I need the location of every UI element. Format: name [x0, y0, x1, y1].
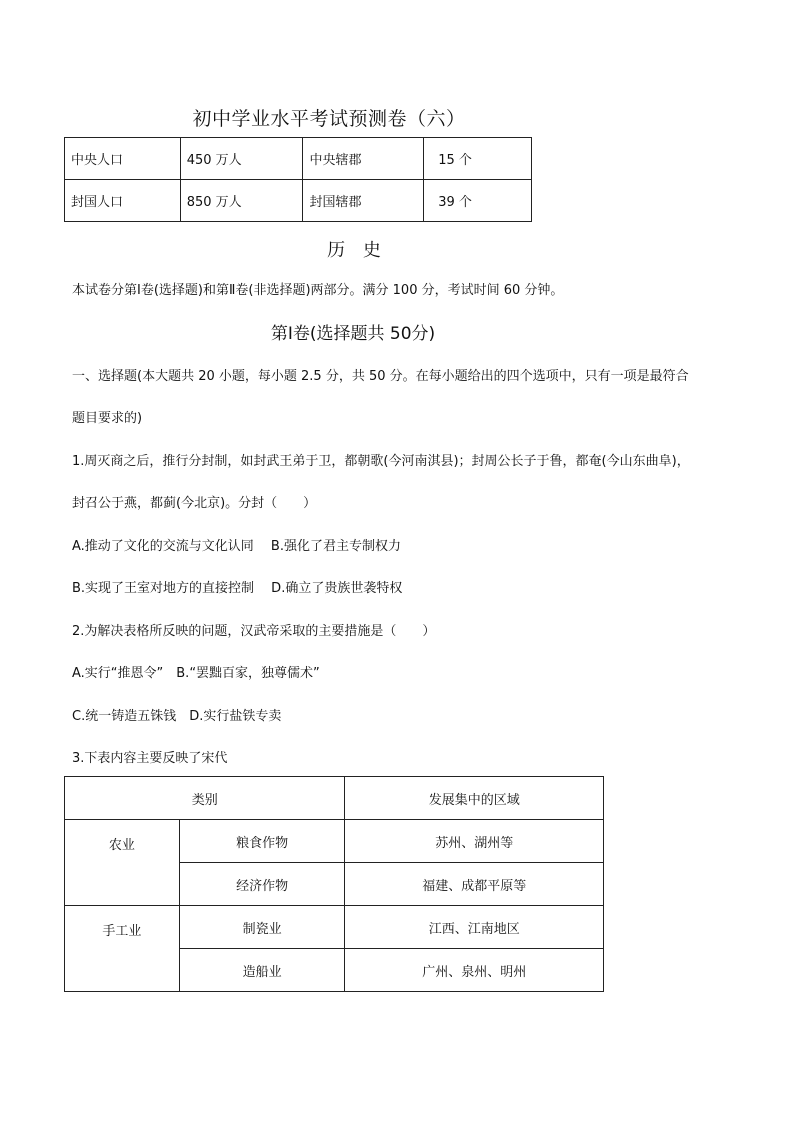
question-1-options-ab: A.推动了文化的交流与文化认同 B.强化了君主专制权力 [72, 539, 401, 554]
table-cell: 封国人口 [65, 180, 181, 222]
table-cell: 中央人口 [65, 138, 181, 180]
table-header-row [65, 777, 604, 820]
question-2-stem: 2.为解决表格所反映的问题，汉武帝采取的主要措施是（ ） [72, 624, 436, 639]
instructions-line-2: 题目要求的) [72, 411, 143, 426]
table-cell: 江西、江南地区 [345, 906, 604, 949]
question-2-options-ab: A.实行“推恩令” B.“罢黜百家，独尊儒术” [72, 666, 320, 681]
table-cell: 粮食作物 [179, 820, 345, 863]
section-title: 第Ⅰ卷(选择题共 50分) [270, 324, 436, 344]
table-cell: 广州、泉州、明州 [345, 949, 604, 992]
table-cell: 福建、成都平原等 [345, 863, 604, 906]
instructions-line-1: 一、选择题(本大题共 20 小题，每小题 2.5 分，共 50 分。在每小题给出的四个选项中，只有一项是最符合 [72, 369, 689, 384]
table-cell: 造船业 [179, 949, 345, 992]
group-agriculture: 农业 [65, 820, 180, 906]
table-cell: 封国辖郡 [303, 180, 424, 222]
question-3-stem: 3.下表内容主要反映了宋代 [72, 751, 228, 766]
subject-heading: 历 史 [327, 240, 387, 261]
table-cell: 850 万人 [180, 180, 303, 222]
header-category: 类别 [65, 777, 345, 820]
group-handicraft: 手工业 [65, 906, 180, 992]
question-1-stem: 1.周灭商之后，推行分封制，如封武王弟于卫，都朝歌(今河南淇县)；封周公长子于鲁，都奄(今山东曲阜)， [72, 454, 690, 469]
table-cell: 苏州、湖州等 [345, 820, 604, 863]
header-region: 发展集中的区域 [345, 777, 604, 820]
question-1-options-cd: B.实现了王室对地方的直接控制 D.确立了贵族世袭特权 [72, 581, 403, 596]
song-economy-table [64, 776, 604, 992]
table-row [65, 906, 604, 949]
table-cell: 450 万人 [180, 138, 303, 180]
table-cell: 15 个 [424, 138, 532, 180]
table-cell: 中央辖郡 [303, 138, 424, 180]
question-2-options-cd: C.统一铸造五铢钱 D.实行盐铁专卖 [72, 709, 282, 724]
population-table [64, 137, 532, 222]
table-row [65, 820, 604, 863]
table-cell: 39 个 [424, 180, 532, 222]
exam-intro: 本试卷分第Ⅰ卷(选择题)和第Ⅱ卷(非选择题)两部分。满分 100 分，考试时间 60 分钟。 [72, 283, 564, 298]
table-cell: 经济作物 [179, 863, 345, 906]
question-1-stem-cont: 封召公于燕，都蓟(今北京)。分封（ ） [72, 496, 317, 511]
document-title: 初中学业水平考试预测卷（六） [192, 108, 466, 130]
table-cell: 制瓷业 [179, 906, 345, 949]
table-row [65, 138, 532, 180]
table-row [65, 180, 532, 222]
